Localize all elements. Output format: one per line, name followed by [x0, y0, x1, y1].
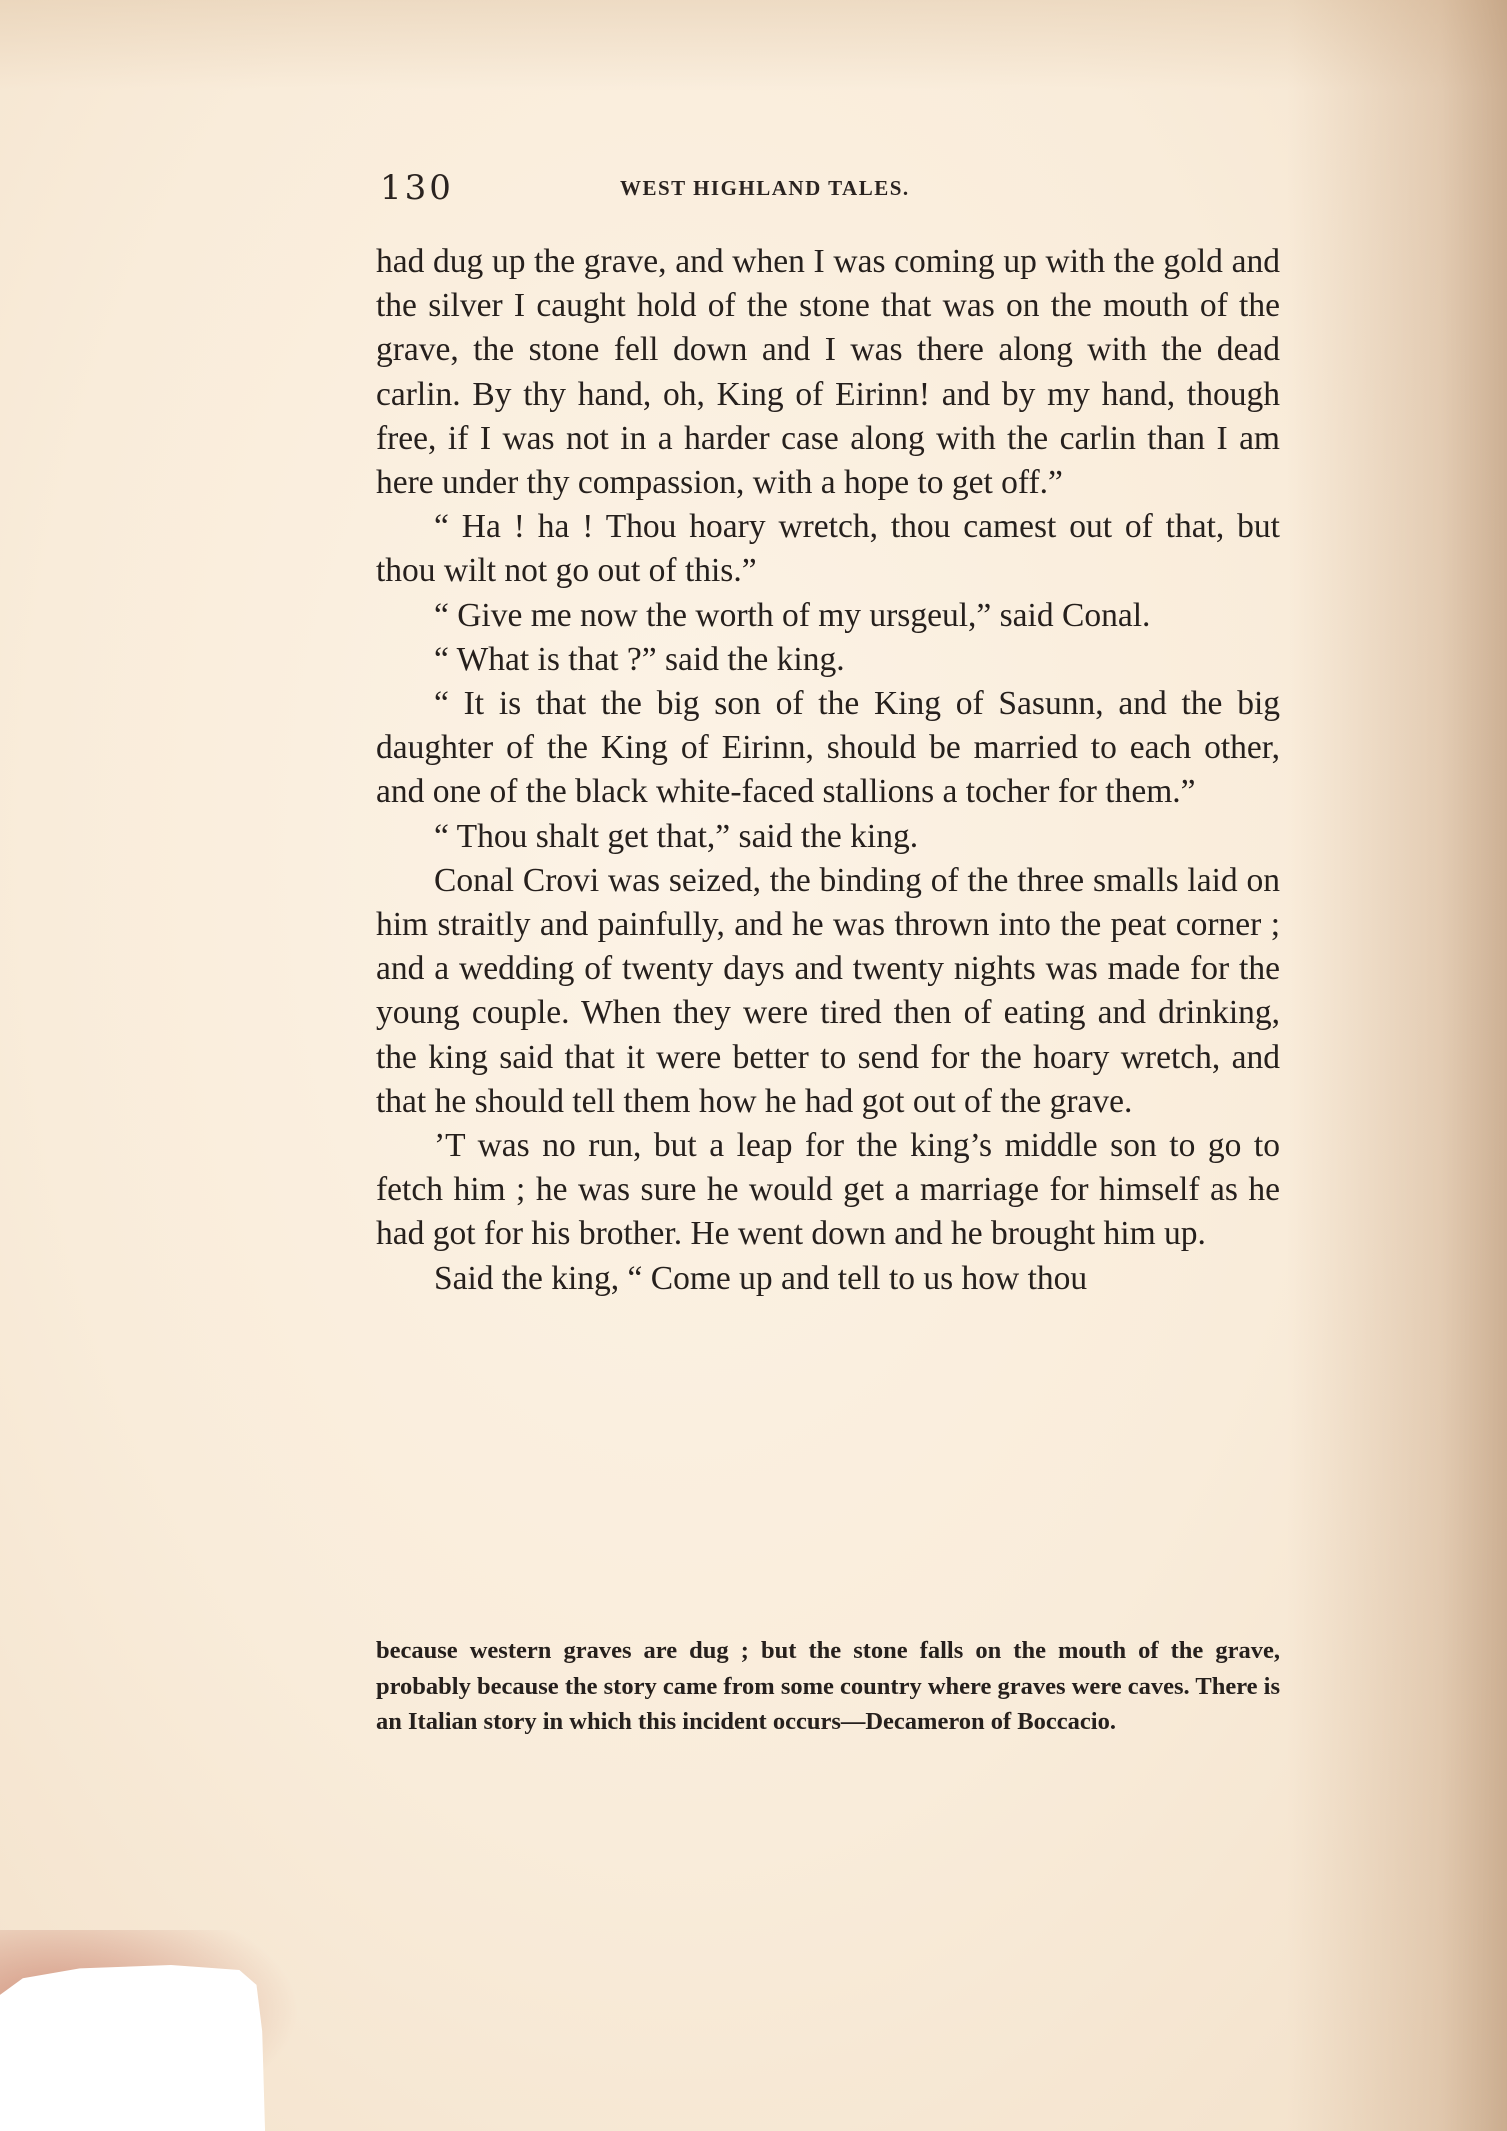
running-title: WEST HIGHLAND TALES. — [620, 176, 910, 200]
paragraph: Conal Crovi was seized, the binding of the three smalls laid on him straitly and painfully, and he was thrown into the peat corner ; and a wedding of twenty days and twenty nights was made for the young couple. When they were tired then of eating and drinking, the king said that it were better to send for the hoary wretch, and that he should tell them how he had got out of the grave. — [376, 861, 1280, 1120]
binding-shadow — [1287, 0, 1507, 2131]
page-number: 130 — [380, 168, 454, 208]
paragraph: “ It is that the big son of the King of Sasunn, and the big daughter of the King of Eirinn, should be married to each other, and one of the black white-faced stallions a tocher for them.” — [376, 685, 1280, 811]
paragraph: “ Thou shalt get that,” said the king. — [434, 817, 919, 855]
top-shadow — [0, 0, 1507, 90]
paragraph: Said the king, “ Come up and tell to us how thou — [434, 1259, 1088, 1297]
paragraph: “ Give me now the worth of my ursgeul,” said Conal. — [434, 596, 1151, 634]
paragraph: “ Ha ! ha ! Thou hoary wretch, thou camest out of that, but thou wilt not go out of this.” — [376, 508, 1280, 590]
footnote: because western graves are dug ; but the stone falls on the mouth of the grave, probably because the story came from some country where graves were caves. There is an Italian story in which this incident occurs—Decameron of Boccacio. — [376, 1637, 1280, 1735]
torn-corner — [0, 1965, 285, 2131]
paragraph: “ What is that ?” said the king. — [434, 640, 845, 678]
paragraph: ’T was no run, but a leap for the king’s middle son to go to fetch him ; he was sure he would get a marriage for himself as he had got for his brother. He went down and he brought him up. — [376, 1127, 1280, 1253]
running-head — [380, 168, 1280, 208]
paragraph: had dug up the grave, and when I was coming up with the gold and the silver I caught hold of the stone that was on the mouth of the grave, the stone fell down and I was there along with the dead carlin. By thy hand, oh, King of Eirinn! and by my hand, though free, if I was not in a harder case along with the carlin than I am here under thy compassion, with a hope to get off.” — [376, 243, 1280, 502]
main-text — [376, 240, 1280, 1301]
